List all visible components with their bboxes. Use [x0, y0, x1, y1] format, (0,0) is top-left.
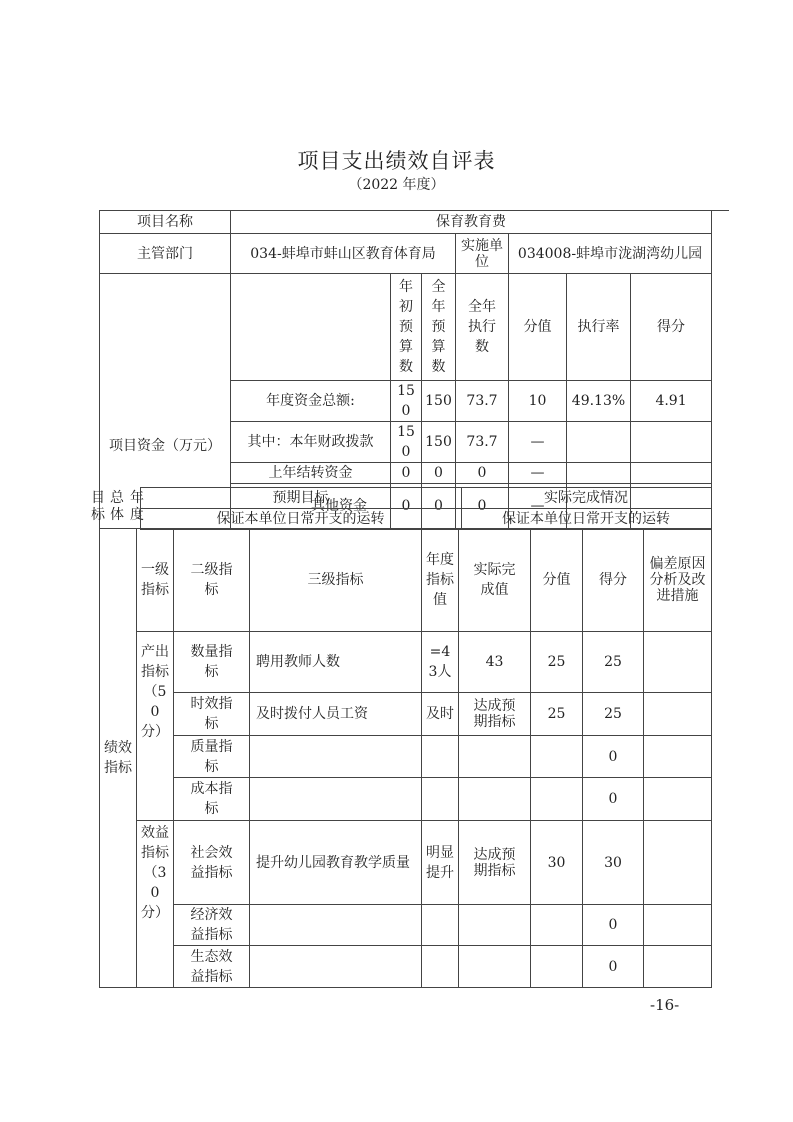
- actual-cell: [459, 905, 531, 946]
- funds-header-rate: 执行率: [567, 274, 631, 381]
- project-name-value: 保育教育费: [231, 211, 712, 234]
- actual-cell: 达成预期指标: [459, 693, 531, 736]
- funds-row-label: 其中：本年财政拨款: [231, 422, 391, 463]
- score-value-cell: 25: [531, 632, 583, 693]
- funds-row-label: 上年结转资金: [231, 463, 391, 484]
- goal-fragment-left: 目标: [91, 490, 105, 523]
- funds-header-annual: 全年预算数: [422, 274, 456, 381]
- funds-row-annual: 150: [422, 381, 456, 422]
- funds-row-annual: 150: [422, 422, 456, 463]
- funds-row-annual: 0: [422, 484, 456, 529]
- target-cell: [422, 778, 459, 821]
- funds-row-initial: 0: [391, 484, 422, 529]
- funds-row-label: 其他资金: [231, 484, 391, 529]
- target-cell: [422, 736, 459, 778]
- score-cell: 0: [583, 946, 644, 988]
- deviation-cell: [644, 905, 712, 946]
- funds-row-score: 4.91: [631, 381, 712, 422]
- actual-completion-header: 实际完成情况: [461, 488, 711, 509]
- level3-cell: 聘用教师人数: [250, 632, 422, 693]
- table-row: [100, 821, 712, 905]
- funds-row-executed: 0: [456, 484, 509, 529]
- dept-label: 主管部门: [100, 234, 231, 274]
- funds-row-score-value: —: [509, 422, 567, 463]
- deviation-cell: [644, 632, 712, 693]
- indicators-table: [99, 528, 712, 988]
- funds-row-initial: 0: [391, 463, 422, 484]
- funds-row-label: 年度资金总额:: [231, 381, 391, 422]
- header-deviation: 偏差原因分析及改进措施: [644, 529, 712, 632]
- funds-header-executed: 全年执行数: [456, 274, 509, 381]
- score-value-cell: 25: [531, 693, 583, 736]
- funds-row-rate: [567, 463, 631, 484]
- header-target: 年度指标值: [422, 529, 459, 632]
- level2-cell: 时效指标: [174, 693, 250, 736]
- expected-goal-header: 预期目标: [140, 488, 461, 509]
- deviation-cell: [644, 736, 712, 778]
- funds-row-executed: 73.7: [456, 422, 509, 463]
- goal-fragment-annual: 年度: [130, 490, 144, 523]
- header-actual: 实际完成值: [459, 529, 531, 632]
- table-row: [100, 693, 712, 736]
- funds-label: 项目资金（万元）: [100, 274, 231, 529]
- header-score-value: 分值: [531, 529, 583, 632]
- actual-completion-text: 保证本单位日常开支的运转: [461, 509, 711, 530]
- score-cell: 30: [583, 821, 644, 905]
- funds-row-rate: [567, 422, 631, 463]
- level3-cell: [250, 946, 422, 988]
- deviation-cell: [644, 821, 712, 905]
- level2-cell: 质量指标: [174, 736, 250, 778]
- page-subtitle-year: （2022 年度）: [348, 177, 445, 193]
- expected-goal-text: 保证本单位日常开支的运转: [140, 509, 461, 530]
- deviation-cell: [644, 693, 712, 736]
- header-level3: 三级指标: [250, 529, 422, 632]
- funds-row-score: [631, 422, 712, 463]
- score-cell: 25: [583, 693, 644, 736]
- table-row: [100, 905, 712, 946]
- funds-row-rate: 49.13%: [567, 381, 631, 422]
- funds-header-score: 得分: [631, 274, 712, 381]
- funds-header-blank: [231, 274, 391, 381]
- funds-row-score-value: —: [509, 463, 567, 484]
- level3-cell: [250, 736, 422, 778]
- dept-value: 034-蚌埠市蚌山区教育体育局: [231, 234, 456, 274]
- header-level1: 一级指标: [137, 529, 174, 632]
- performance-indicators-label: 绩效指标: [100, 529, 137, 988]
- level2-cell: 生态效益指标: [174, 946, 250, 988]
- score-value-cell: [531, 736, 583, 778]
- score-cell: 0: [583, 905, 644, 946]
- target-cell: [422, 946, 459, 988]
- level2-cell: 成本指标: [174, 778, 250, 821]
- level3-cell: 及时拨付人员工资: [250, 693, 422, 736]
- level2-cell: 社会效益指标: [174, 821, 250, 905]
- score-value-cell: [531, 778, 583, 821]
- output-indicator-label: 产出指标（50分）: [137, 632, 174, 821]
- score-value-cell: [531, 946, 583, 988]
- score-value-cell: [531, 905, 583, 946]
- impl-unit-value: 034008-蚌埠市泷湖湾幼儿园: [509, 234, 712, 274]
- level2-cell: 经济效益指标: [174, 905, 250, 946]
- deviation-cell: [644, 778, 712, 821]
- funds-row-score-value: 10: [509, 381, 567, 422]
- level3-cell: [250, 778, 422, 821]
- table-row: [100, 946, 712, 988]
- funds-row-annual: 0: [422, 463, 456, 484]
- target-cell: 及时: [422, 693, 459, 736]
- actual-cell: [459, 736, 531, 778]
- funds-row-initial: 150: [391, 381, 422, 422]
- funds-header-score-value: 分值: [509, 274, 567, 381]
- deviation-cell: [644, 946, 712, 988]
- table-row: [100, 632, 712, 693]
- actual-cell: [459, 946, 531, 988]
- impl-unit-label: 实施单位: [456, 234, 509, 274]
- page-number: -16-: [650, 996, 680, 1014]
- level3-cell: [250, 905, 422, 946]
- table-row: [100, 736, 712, 778]
- actual-cell: 达成预期指标: [459, 821, 531, 905]
- funds-row-initial: 150: [391, 422, 422, 463]
- score-cell: 0: [583, 736, 644, 778]
- target-cell: 明显提升: [422, 821, 459, 905]
- benefit-indicator-label: 效益指标（30分）: [137, 821, 174, 988]
- header-score: 得分: [583, 529, 644, 632]
- page-title: 项目支出绩效自评表: [297, 149, 496, 173]
- funds-row-score: [631, 463, 712, 484]
- target-cell: =43人: [422, 632, 459, 693]
- header-level2: 二级指标: [174, 529, 250, 632]
- level2-cell: 数量指标: [174, 632, 250, 693]
- score-cell: 0: [583, 778, 644, 821]
- actual-cell: [459, 778, 531, 821]
- actual-cell: 43: [459, 632, 531, 693]
- header-extension-line: [711, 210, 729, 211]
- funds-row-executed: 0: [456, 463, 509, 484]
- funds-header-initial: 年初预算数: [391, 274, 422, 381]
- goals-table: [91, 487, 712, 530]
- funds-row-executed: 73.7: [456, 381, 509, 422]
- funds-row-score-value: —: [509, 484, 567, 529]
- score-value-cell: 30: [531, 821, 583, 905]
- table-row: [100, 778, 712, 821]
- target-cell: [422, 905, 459, 946]
- level3-cell: 提升幼儿园教育教学质量: [250, 821, 422, 905]
- goal-fragment-overall: 总体: [110, 490, 124, 523]
- score-cell: 25: [583, 632, 644, 693]
- project-name-label: 项目名称: [100, 211, 231, 234]
